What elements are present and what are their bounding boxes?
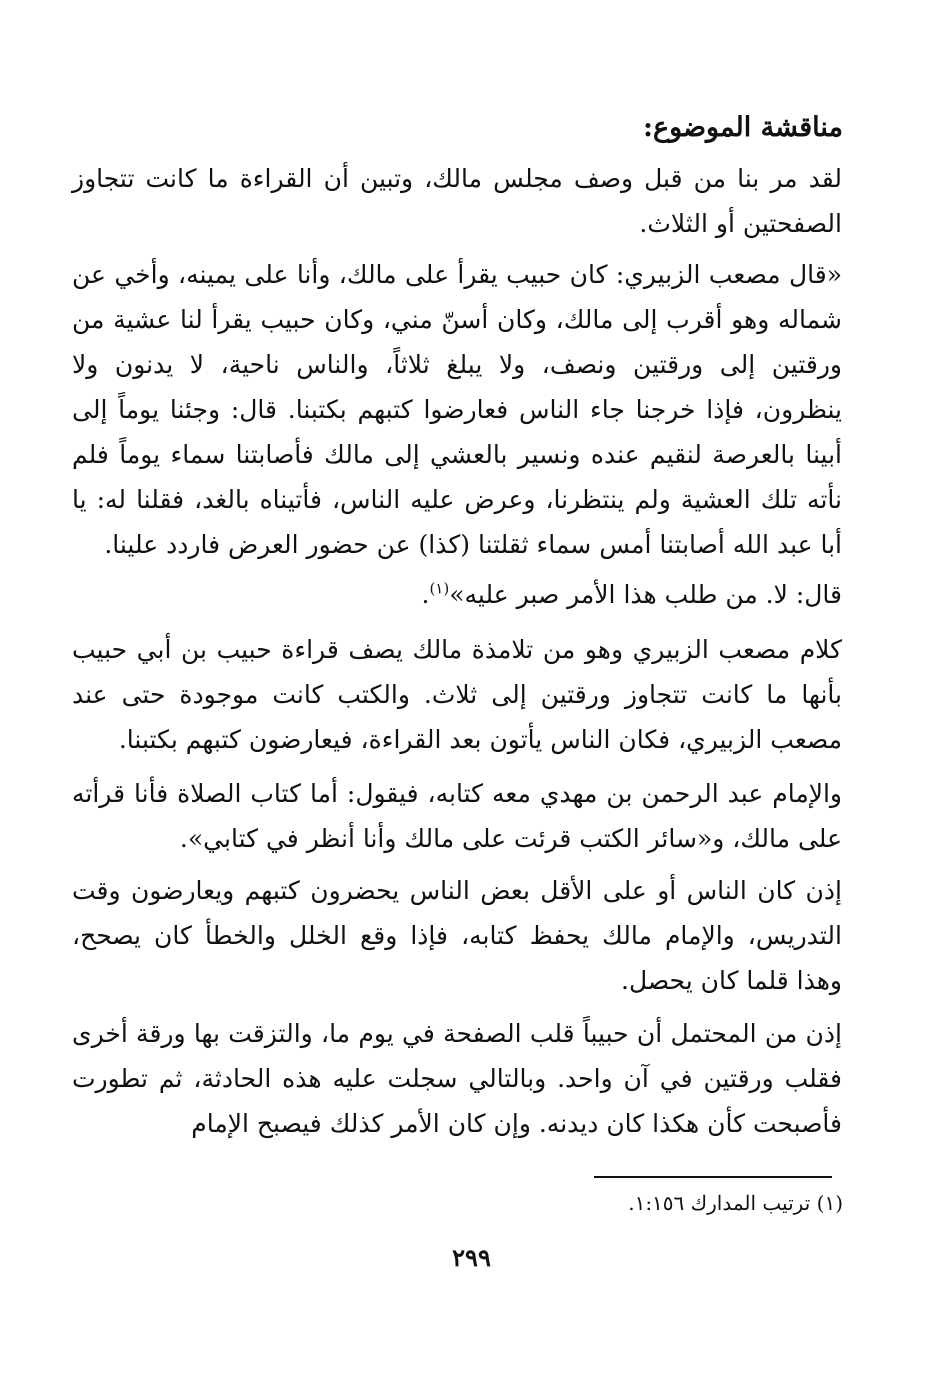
footnote-divider <box>594 1176 832 1178</box>
quote-end-text: قال: لا. من طلب هذا الأمر صبر عليه» <box>449 580 842 609</box>
footnote: (١) ترتيب المدارك ١:١٥٦. <box>628 1191 843 1215</box>
paragraph-5: والإمام عبد الرحمن بن مهدي معه كتابه، فيقول: أما كتاب الصلاة فأنا قرأته على مالك، و«سائر الكتب قرئت على مالك وأنا أنظر في كتابي». <box>72 779 842 853</box>
paragraph-3-quote-end <box>72 572 842 617</box>
footnote-marker: (١) <box>429 579 450 598</box>
page-number: ٢٩٩ <box>452 1243 491 1272</box>
paragraph-7: إذن من المحتمل أن حبيباً قلب الصفحة في يوم ما، والتزقت بها ورقة أخرى فقلب ورقتين في آن واحد. وبالتالي سجلت عليه هذه الحادثة، ثم تطورت فأصبحت كأن هكذا كان ديدنه. وإن كان الأمر كذلك فيصبح الإمام <box>72 1019 842 1138</box>
paragraph-4: كلام مصعب الزبيري وهو من تلامذة مالك يصف قراءة حبيب بن أبي حبيب بأنها ما كانت تتجاوز ورقتين إلى ثلاث. والكتب كانت موجودة حتى عند مصعب الزبيري، فكان الناس يأتون بعد القراءة، فيعارضون كتبهم بكتبنا. <box>72 635 842 754</box>
paragraph-2-quote: «قال مصعب الزبيري: كان حبيب يقرأ على مالك، وأنا على يمينه، وأخي عن شماله وهو أقرب إلى مالك، وكان أسنّ مني، وكان حبيب يقرأ لنا عشية من ورقتين إلى ورقتين ونصف، ولا يبلغ ثلاثاً، والناس ناحية، لا يدنون ولا ينظرون، فإذا خرجنا جاء الناس فعارضوا كتبهم بكتبنا. قال: وجئنا يوماً إلى أبينا بالعرصة لنقيم عنده ونسير بالعشي إلى مالك فأصابتنا سماء يوماً فلم نأته تلك العشية ولم ينتظرنا، وعرض عليه الناس، فأتيناه بالغد، فقلنا له: يا أبا عبد الله أصابتنا أمس سماء ثقلتنا (كذا) عن حضور العرض فاردد علينا. <box>72 260 842 559</box>
paragraph-1: لقد مر بنا من قبل وصف مجلس مالك، وتبين أن القراءة ما كانت تتجاوز الصفحتين أو الثلاث. <box>72 164 842 238</box>
paragraph-6: إذن كان الناس أو على الأقل بعض الناس يحضرون كتبهم ويعارضون وقت التدريس، والإمام مالك يحفظ كتابه، فإذا وقع الخلل والخطأ كان يصحح، وهذا قلما كان يحصل. <box>72 876 842 995</box>
section-heading: مناقشة الموضوع: <box>643 112 843 143</box>
quote-end-period: . <box>421 580 430 609</box>
